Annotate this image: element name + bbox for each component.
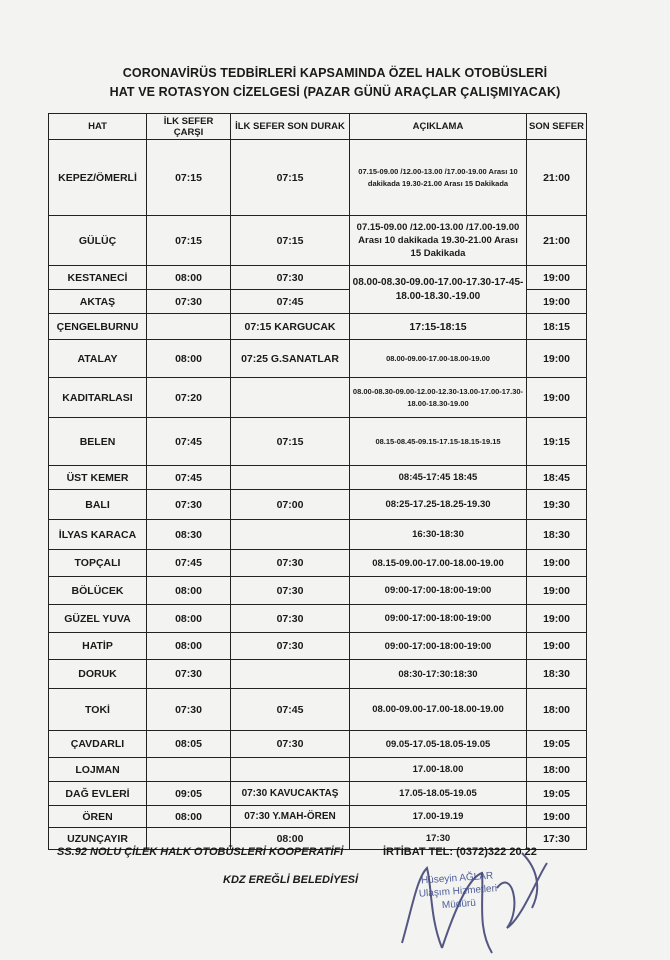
cell-son-sefer: 18:30 — [527, 520, 587, 550]
cell-son-sefer: 19:00 — [527, 340, 587, 378]
cell-carsi: 07:30 — [147, 290, 231, 314]
cell-carsi: 07:15 — [147, 140, 231, 216]
cell-son-durak: 07:15 — [231, 216, 350, 266]
cell-carsi: 08:00 — [147, 577, 231, 605]
table-row — [49, 490, 587, 520]
cell-carsi: 07:30 — [147, 490, 231, 520]
cell-hat: DORUK — [49, 660, 147, 689]
cell-carsi: 07:30 — [147, 660, 231, 689]
cell-son-durak: 07:15 — [231, 140, 350, 216]
cell-son-sefer: 19:05 — [527, 782, 587, 806]
cell-aciklama: 09.05-17.05-18.05-19.05 — [350, 731, 527, 758]
table-row — [49, 660, 587, 689]
cell-son-durak: 07:45 — [231, 689, 350, 731]
cell-aciklama: 09:00-17:00-18:00-19:00 — [350, 633, 527, 660]
cell-son-sefer: 19:30 — [527, 490, 587, 520]
cooperative-name: SS.92 NOLU ÇİLEK HALK OTOBÜSLERİ KOOPERATİFİ — [57, 846, 344, 858]
cell-son-durak: 07:25 G.SANATLAR — [231, 340, 350, 378]
table-row — [49, 633, 587, 660]
cell-son-durak — [231, 758, 350, 782]
cell-son-durak: 07:30 KAVUCAKTAŞ — [231, 782, 350, 806]
cell-aciklama: 08.00-08.30-09.00-12.00-12.30-13.00-17.00-17.30-18.00-18.30-19.00 — [350, 378, 527, 418]
cell-son-sefer: 21:00 — [527, 140, 587, 216]
cell-son-sefer: 18:15 — [527, 314, 587, 340]
cell-son-sefer: 19:00 — [527, 806, 587, 828]
cell-carsi: 09:05 — [147, 782, 231, 806]
cell-son-sefer: 19:00 — [527, 266, 587, 290]
cell-son-durak: 07:30 — [231, 550, 350, 577]
table-row — [49, 266, 587, 290]
cell-son-sefer: 19:00 — [527, 633, 587, 660]
contact-phone: İRTİBAT TEL: (0372)322 20 22 — [383, 846, 537, 858]
col-header-son-sefer: SON SEFER — [527, 114, 587, 140]
cell-aciklama: 08.00-09.00-17.00-18.00-19.00 — [350, 689, 527, 731]
cell-aciklama: 16:30-18:30 — [350, 520, 527, 550]
cell-son-sefer: 19:05 — [527, 731, 587, 758]
cell-aciklama: 17.00-18.00 — [350, 758, 527, 782]
cell-son-durak — [231, 466, 350, 490]
cell-son-sefer: 19:00 — [527, 577, 587, 605]
table-row — [49, 140, 587, 216]
cell-son-durak: 07:30 — [231, 605, 350, 633]
cell-carsi: 08:00 — [147, 340, 231, 378]
cell-hat: KADITARLASI — [49, 378, 147, 418]
cell-aciklama: 09:00-17:00-18:00-19:00 — [350, 577, 527, 605]
cell-son-sefer: 18:45 — [527, 466, 587, 490]
cell-carsi — [147, 314, 231, 340]
cell-son-durak — [231, 660, 350, 689]
cell-son-durak: 07:30 — [231, 731, 350, 758]
cell-hat: ÖREN — [49, 806, 147, 828]
table-row — [49, 314, 587, 340]
municipality-name: KDZ EREĞLİ BELEDİYESİ — [223, 874, 359, 886]
cell-son-sefer: 19:15 — [527, 418, 587, 466]
stamp-block — [397, 868, 519, 915]
cell-son-sefer: 17:30 — [527, 828, 587, 850]
cell-carsi: 07:30 — [147, 689, 231, 731]
cell-carsi: 08:00 — [147, 806, 231, 828]
table-row — [49, 782, 587, 806]
cell-carsi: 08:00 — [147, 266, 231, 290]
cell-son-durak: 07:15 KARGUCAK — [231, 314, 350, 340]
cell-hat: ATALAY — [49, 340, 147, 378]
cell-aciklama: 17.05-18.05-19.05 — [350, 782, 527, 806]
table-row — [49, 731, 587, 758]
cell-son-sefer: 19:00 — [527, 605, 587, 633]
cell-carsi: 08:00 — [147, 633, 231, 660]
cell-aciklama: 09:00-17:00-18:00-19:00 — [350, 605, 527, 633]
cell-aciklama: 08:25-17.25-18.25-19.30 — [350, 490, 527, 520]
cell-aciklama: 07.15-09.00 /12.00-13.00 /17.00-19.00 Arası 10 dakikada 19.30-21.00 Arası 15 Dakikada — [350, 140, 527, 216]
table-row — [49, 466, 587, 490]
col-header-carsi: İLK SEFER ÇARŞI — [147, 114, 231, 140]
table-row — [49, 216, 587, 266]
cell-aciklama: 08:45-17:45 18:45 — [350, 466, 527, 490]
document-title: CORONAVİRÜS TEDBİRLERİ KAPSAMINDA ÖZEL HALK OTOBÜSLERİ — [122, 66, 548, 80]
table-row — [49, 340, 587, 378]
cell-aciklama: 17:30 — [350, 828, 527, 850]
cell-son-durak: 07:30 — [231, 266, 350, 290]
col-header-hat: HAT — [49, 114, 147, 140]
cell-carsi: 08:00 — [147, 605, 231, 633]
cell-carsi: 08:30 — [147, 520, 231, 550]
stamp-title: Ulaşım Hizmetleri — [418, 883, 498, 900]
cell-hat: DAĞ EVLERİ — [49, 782, 147, 806]
table-row — [49, 605, 587, 633]
table-row — [49, 550, 587, 577]
cell-hat: LOJMAN — [49, 758, 147, 782]
col-header-son-durak: İLK SEFER SON DURAK — [231, 114, 350, 140]
cell-hat: KEPEZ/ÖMERLİ — [49, 140, 147, 216]
stamp-title-2: Müdürü — [441, 897, 477, 912]
cell-son-sefer: 18:00 — [527, 758, 587, 782]
cell-son-durak: 07:30 Y.MAH-ÖREN — [231, 806, 350, 828]
cell-aciklama: 08.00-08.30-09.00-17.00-17.30-17-45-18.00-18.30.-19.00 — [350, 266, 527, 314]
cell-hat: UZUNÇAYIR — [49, 828, 147, 850]
cell-aciklama: 08.00-09.00-17.00-18.00-19.00 — [350, 340, 527, 378]
cell-carsi: 07:45 — [147, 466, 231, 490]
table-row — [49, 378, 587, 418]
cell-son-sefer: 19:00 — [527, 378, 587, 418]
cell-hat: ÇAVDARLI — [49, 731, 147, 758]
table-row — [49, 520, 587, 550]
cell-carsi: 07:15 — [147, 216, 231, 266]
cell-hat: TOPÇALI — [49, 550, 147, 577]
table-row — [49, 418, 587, 466]
table-row — [49, 758, 587, 782]
table-row — [49, 689, 587, 731]
cell-hat: KESTANECİ — [49, 266, 147, 290]
cell-hat: HATİP — [49, 633, 147, 660]
cell-carsi: 07:20 — [147, 378, 231, 418]
cell-hat: İLYAS KARACA — [49, 520, 147, 550]
cell-aciklama: 08.15-08.45-09.15-17.15-18.15-19.15 — [350, 418, 527, 466]
document-subtitle: HAT VE ROTASYON CİZELGESİ (PAZAR GÜNÜ ARAÇLAR ÇALIŞMIYACAK) — [109, 85, 561, 99]
cell-carsi: 07:45 — [147, 550, 231, 577]
schedule-table — [48, 113, 587, 850]
cell-hat: BALI — [49, 490, 147, 520]
cell-hat: BÖLÜCEK — [49, 577, 147, 605]
cell-aciklama: 17:15-18:15 — [350, 314, 527, 340]
stamp-name: Hüseyin AĞLAR — [420, 870, 494, 887]
cell-son-durak: 07:00 — [231, 490, 350, 520]
cell-hat: ÜST KEMER — [49, 466, 147, 490]
cell-carsi: 08:05 — [147, 731, 231, 758]
cell-aciklama: 08:30-17:30:18:30 — [350, 660, 527, 689]
cell-son-durak: 07:15 — [231, 418, 350, 466]
cell-son-sefer: 19:00 — [527, 290, 587, 314]
cell-aciklama: 17.00-19.19 — [350, 806, 527, 828]
cell-hat: AKTAŞ — [49, 290, 147, 314]
cell-hat: GÜLÜÇ — [49, 216, 147, 266]
table-row — [49, 806, 587, 828]
cell-son-durak: 07:30 — [231, 633, 350, 660]
cell-aciklama: 08.15-09.00-17.00-18.00-19.00 — [350, 550, 527, 577]
cell-hat: ÇENGELBURNU — [49, 314, 147, 340]
cell-son-sefer: 21:00 — [527, 216, 587, 266]
cell-son-sefer: 19:00 — [527, 550, 587, 577]
cell-son-durak — [231, 520, 350, 550]
cell-son-durak: 07:45 — [231, 290, 350, 314]
cell-aciklama: 07.15-09.00 /12.00-13.00 /17.00-19.00 Arası 10 dakikada 19.30-21.00 Arası 15 Dakikada — [350, 216, 527, 266]
table-row — [49, 577, 587, 605]
cell-hat: BELEN — [49, 418, 147, 466]
cell-carsi: 07:45 — [147, 418, 231, 466]
cell-son-durak: 07:30 — [231, 577, 350, 605]
cell-son-sefer: 18:30 — [527, 660, 587, 689]
cell-son-durak — [231, 378, 350, 418]
cell-hat: TOKİ — [49, 689, 147, 731]
cell-son-sefer: 18:00 — [527, 689, 587, 731]
col-header-aciklama: AÇIKLAMA — [350, 114, 527, 140]
cell-son-durak: 08:00 — [231, 828, 350, 850]
cell-carsi — [147, 758, 231, 782]
table-header-row — [49, 114, 587, 140]
cell-hat: GÜZEL YUVA — [49, 605, 147, 633]
